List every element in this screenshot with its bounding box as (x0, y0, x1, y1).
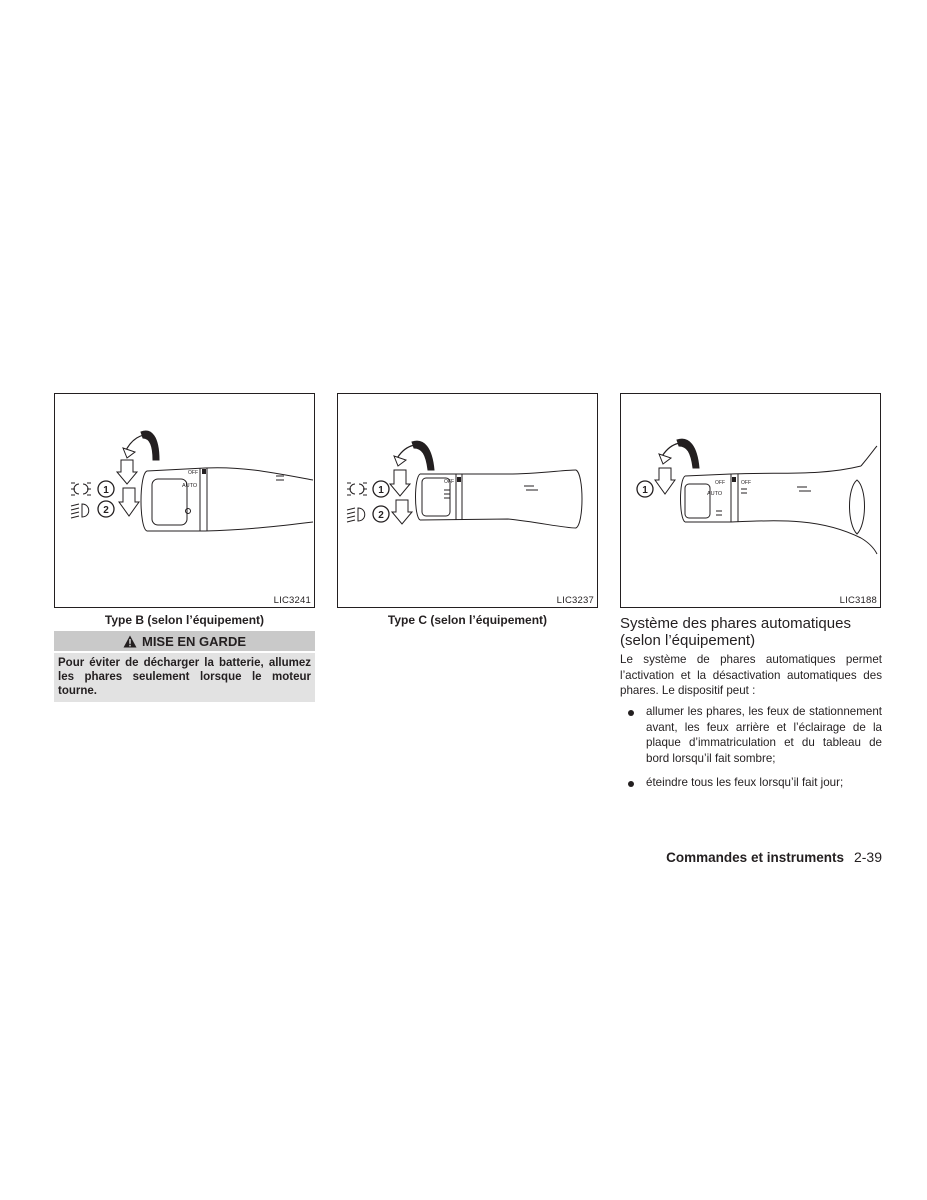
footer-section-name: Commandes et instruments (666, 850, 844, 865)
headlight-switch-type-c-illustration (338, 394, 597, 607)
warning-title: MISE EN GARDE (141, 633, 246, 649)
switch-off-label: OFF (444, 479, 454, 485)
step-number-1: 1 (103, 485, 109, 496)
step-number-2: 2 (378, 510, 384, 521)
step-number-1: 1 (378, 485, 384, 496)
warning-text: Pour éviter de décharger la batterie, allumez les phares seulement lorsque le moteur tourne. (54, 653, 315, 702)
step-number-1: 1 (642, 485, 648, 496)
section-intro: Le système de phares automatiques permet l’activation et la désactivation automatiques des phares. Le dispositif peut : (620, 653, 882, 697)
page-footer (560, 849, 882, 865)
switch-auto-label: AUTO (707, 491, 723, 497)
figure-code: LIC3188 (839, 595, 877, 606)
switch-off-label-2: OFF (741, 480, 751, 486)
bullet-dot-icon (628, 781, 634, 787)
figure-code: LIC3237 (556, 595, 594, 606)
figure-code: LIC3241 (273, 595, 311, 606)
switch-off-label: OFF (188, 470, 198, 476)
list-item-text: éteindre tous les feux lorsqu’il fait jour; (646, 776, 844, 789)
figure-caption-type-b: Type B (selon l’équipement) (104, 613, 265, 627)
headlight-switch-type-b-illustration (55, 394, 314, 607)
figure-caption-type-c: Type C (selon l’équipement) (387, 613, 548, 627)
figure-type-c (337, 393, 598, 608)
list-item (620, 775, 882, 791)
list-item (620, 704, 882, 766)
switch-auto-label: AUTO (182, 483, 198, 489)
figure-type-b (54, 393, 315, 608)
page-number: 2-39 (853, 849, 882, 865)
step-number-2: 2 (103, 505, 109, 516)
warning-header (54, 631, 315, 651)
warning-triangle-icon (123, 635, 137, 648)
section-title: Système des phares automatiques (selon l’équipement) (620, 615, 851, 649)
bullet-dot-icon (628, 710, 634, 716)
switch-off-label: OFF (715, 480, 725, 486)
list-item-text: allumer les phares, les feux de stationnement avant, les feux arrière et l’éclairage de la plaque d’immatriculation et du tableau de bord lorsqu’il fait sombre; (646, 705, 882, 765)
auto-headlight-switch-illustration (621, 394, 880, 607)
figure-auto-headlights (620, 393, 881, 608)
